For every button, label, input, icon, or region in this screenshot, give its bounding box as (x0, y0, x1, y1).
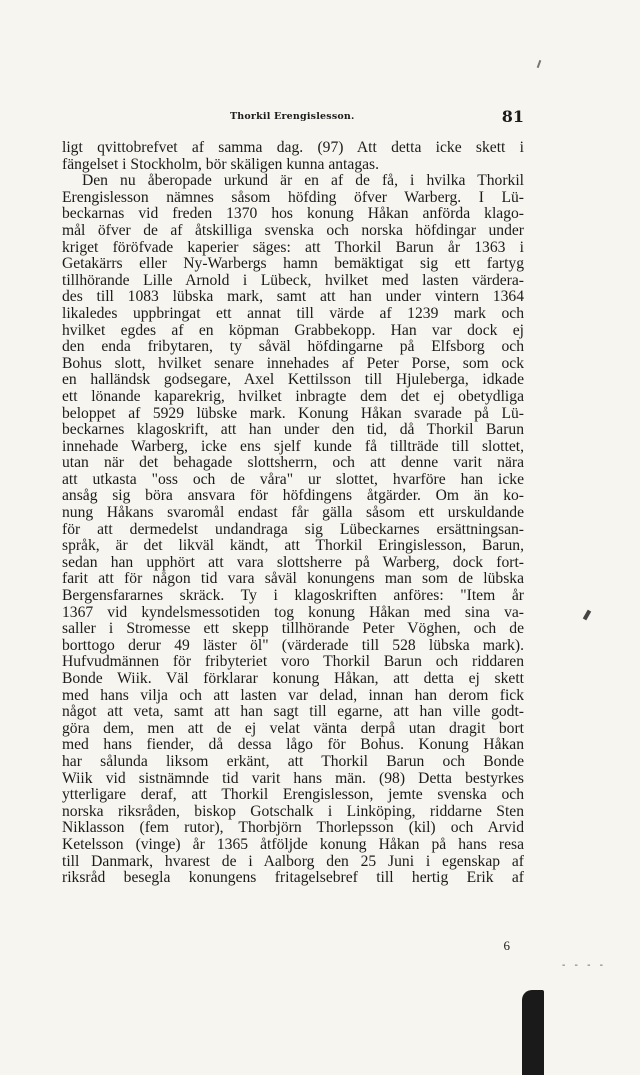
text-line: nung Håkans svaromål endast får gälla såsom ett urskuldande (62, 505, 524, 522)
text-line: likaledes uppbringat ett annat till värde af 1239 mark och (62, 305, 524, 322)
text-line: ansåg sig böra ansvara för höfdingens åtgärder. Om än ko- (62, 488, 524, 505)
text-line: Wiik vid sistnämnde tid varit hans män. (98) Detta bestyrkes (62, 770, 524, 787)
text-line: norska riksråden, biskop Gotschalk i Linköping, riddarne Sten (62, 803, 524, 820)
text-line: 1367 vid kyndelsmessotiden tog konung Håkan med sina va- (62, 604, 524, 621)
text-line: Bergensfararnes skräck. Ty i klagoskriften anföres: "Item år (62, 588, 524, 605)
text-line: Getakärrs eller Ny-Warbergs hamn bemäktigat sig ett fartyg (62, 256, 524, 273)
text-line: Den nu åberopade urkund är en af de få, i hvilka Thorkil (82, 173, 524, 190)
running-title: Thorkil Erengislesson. (230, 111, 355, 122)
text-line: språk, är det likväl kändt, att Thorkil Eringislesson, Barun, (62, 538, 524, 555)
text-line: den enda fribytaren, ty såväl höfdingarne på Elfsborg och (62, 339, 524, 356)
page-header (60, 107, 530, 127)
text-line: borttogo derur 49 läster öl" (värderade till 528 lübska mark). (62, 637, 524, 654)
text-line: Ketelsson (vinge) år 1365 åtföljde konung Håkan på hans resa (62, 836, 524, 853)
body-text (62, 140, 524, 887)
text-line: beckarnes klagoskrift, att han under den tid, då Thorkil Barun (62, 422, 524, 439)
text-line: en halländsk godsegare, Axel Kettilsson till Hjuleberga, idkade (62, 372, 524, 389)
text-line: göra dem, men att de ej velat vänta derpå utan dragit bort (62, 720, 524, 737)
text-line: med hans vilja och att lasten var delad, innan han derom fick (62, 687, 524, 704)
text-line: Hufvudmännen för fribyteriet voro Thorkil Barun och riddaren (62, 654, 524, 671)
text-line: för att dermedelst undandraga sig Lübeckarnes ersättningsan- (62, 521, 524, 538)
text-line: något att veta, samt att han sagt till egarne, att han ville godt- (62, 704, 524, 721)
text-line: ett lönande kaparekrig, hvilket inbragte dem det ej obetydliga (62, 388, 524, 405)
text-line: innehade Warberg, icke ens sjelf kunde få tillträde till slottet, (62, 438, 524, 455)
text-line: riksråd besegla konungens fritagelsebref till hertig Erik af (62, 870, 524, 887)
stray-mark (537, 60, 542, 68)
text-line: Niklasson (fem rutor), Thorbjörn Thorlepsson (kil) och Arvid (62, 820, 524, 837)
text-line: tillhörande Lille Arnold i Lübeck, hvilket med lasten värdera- (62, 272, 524, 289)
text-line: beckarnas vid freden 1370 hos konung Håkan anförda klago- (62, 206, 524, 223)
text-line: med hans fiender, då dessa lågo för Bohus. Konung Håkan (62, 737, 524, 754)
text-line: saller i Stromesse ett skepp tillhörande Peter Vöghen, och de (62, 621, 524, 638)
text-line: fängelset i Stockholm, bör skäligen kunna antagas. (62, 156, 379, 173)
text-line: Bonde Wiik. Väl förklarar konung Håkan, att detta ej skett (62, 671, 524, 687)
text-line: mål öfver de af åtskilliga svenska och norska höfdingar under (62, 222, 524, 239)
text-line: kriget föröfvade kaperier säges: att Thorkil Barun år 1363 i (62, 239, 524, 256)
page-number: 81 (501, 107, 524, 126)
text-line: ytterligare deraf, att Thorkil Erengislesson, jemte svenska och (62, 787, 524, 804)
page-edge-shadow (522, 990, 544, 1075)
text-line: till Danmark, hvarest de i Aalborg den 25 Juni i egenskap af (62, 853, 524, 870)
text-line: beloppet af 5929 lübske mark. Konung Håkan svarade på Lü- (62, 405, 524, 422)
text-line: Bohus slott, hvilket senare innehades af Peter Porse, som ock (62, 355, 524, 372)
text-line: sedan han upphört att vara slottsherre på Warberg, dock fort- (62, 554, 524, 571)
signature-mark: 6 (503, 938, 510, 953)
text-line: har sålunda liksom erkänt, att Thorkil Barun och Bonde (62, 753, 524, 770)
text-line: des till 1083 lübska mark, samt att han under vintern 1364 (62, 289, 524, 306)
text-line: Erengislesson nämnes såsom höfding öfver Warberg. I Lü- (62, 189, 524, 206)
text-line: hvilket egdes af en köpman Grabbekopp. Han var dock ej (62, 322, 524, 339)
text-line: att utkasta "oss och de våra" ur slottet, hvarföre han icke (62, 471, 524, 488)
text-line: ligt qvittobrefvet af samma dag. (97) Att detta icke skett i (62, 140, 524, 156)
text-line: utan när det behagade slottsherrn, och att denne varit nära (62, 455, 524, 472)
text-line: farit att för någon tid vara såväl konungens man som de lübska (62, 571, 524, 588)
stray-mark (583, 610, 591, 621)
margin-marks: - - - - (562, 960, 607, 971)
